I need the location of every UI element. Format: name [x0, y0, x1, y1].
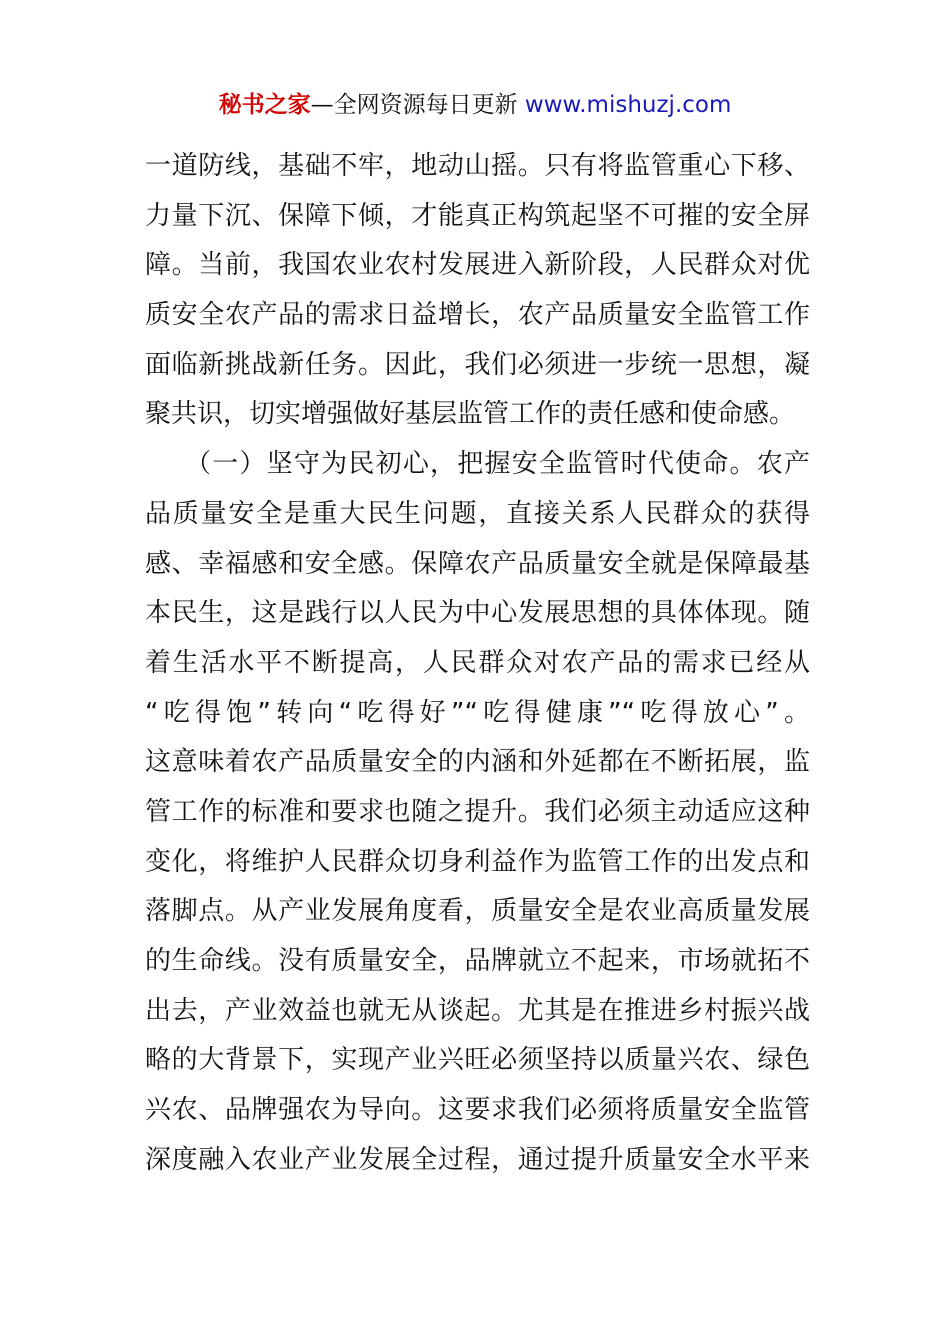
text-line: 变化，将维护人民群众切身利益作为监管工作的出发点和	[145, 846, 810, 877]
text-line: 的生命线。没有质量安全，品牌就立不起来，市场就拓不	[145, 946, 810, 976]
text-line: 障。当前，我国农业农村发展进入新阶段，人民群众对优	[145, 250, 810, 281]
site-url-link[interactable]: www.mishuzj.com	[524, 92, 732, 118]
text-line: 出去，产业效益也就无从谈起。尤其是在推进乡村振兴战	[145, 995, 810, 1026]
text-line: 略的大背景下，实现产业兴旺必须坚持以质量兴农、绿色	[145, 1045, 810, 1076]
header-tagline: —全网资源每日更新	[310, 92, 525, 118]
site-name: 秘书之家	[218, 92, 311, 118]
text-line: 着生活水平不断提高，人民群众对农产品的需求已经从	[145, 647, 810, 678]
text-line: 管工作的标准和要求也随之提升。我们必须主动适应这种	[145, 796, 810, 827]
section-heading-line: （一）坚守为民初心，把握安全监管时代使命。农产	[185, 449, 810, 480]
text-line: 一道防线，基础不牢，地动山摇。只有将监管重心下移、	[145, 151, 810, 181]
text-line: 深度融入农业产业发展全过程，通过提升质量安全水平来	[145, 1144, 810, 1175]
text-line: 落脚点。从产业发展角度看，质量安全是农业高质量发展	[145, 896, 810, 927]
text-line: 这意味着农产品质量安全的内涵和外延都在不断拓展，监	[145, 747, 810, 778]
page-header	[0, 88, 950, 122]
text-line: 品质量安全是重大民生问题，直接关系人民群众的获得	[145, 498, 810, 529]
document-body	[145, 142, 810, 1185]
text-line: 本民生，这是践行以人民为中心发展思想的具体体现。随	[145, 598, 810, 629]
text-line: 力量下沉、保障下倾，才能真正构筑起坚不可摧的安全屏	[145, 200, 810, 231]
text-line: 面临新挑战新任务。因此，我们必须进一步统一思想，凝	[145, 349, 810, 380]
text-line: 感、幸福感和安全感。保障农产品质量安全就是保障最基	[145, 548, 810, 579]
text-line: 兴农、品牌强农为导向。这要求我们必须将质量安全监管	[145, 1095, 810, 1126]
text-line: 质安全农产品的需求日益增长，农产品质量安全监管工作	[145, 300, 810, 331]
text-line: 聚共识，切实增强做好基层监管工作的责任感和使命感。	[145, 399, 796, 430]
text-line: “吃得饱”转向“吃得好”“吃得健康”“吃得放心”。	[145, 697, 810, 728]
